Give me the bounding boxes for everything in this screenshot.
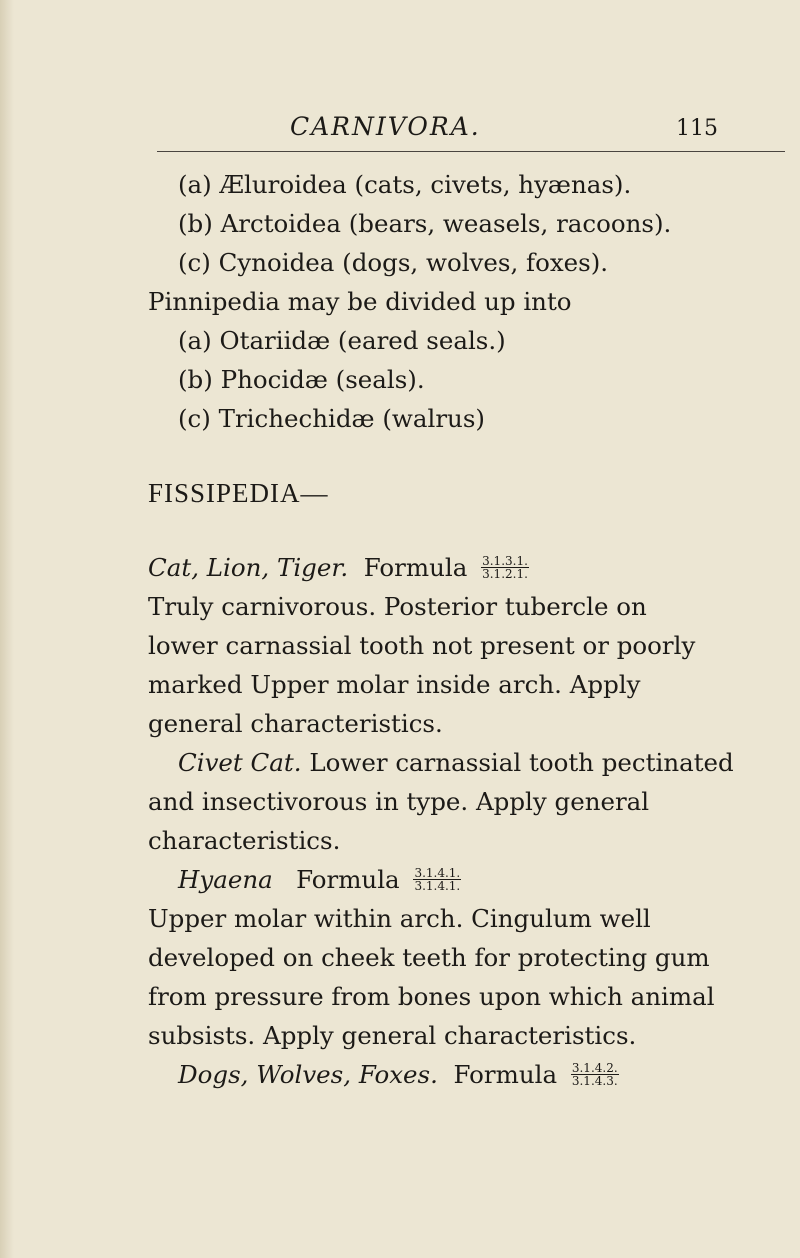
dogs-formula-lower: 3.1.4.3. (571, 1074, 618, 1088)
group-b: (b) Arctoidea (bears, weasels, racoons). (178, 209, 672, 238)
civet-line-2: and insectivorous in type. Apply general (148, 787, 650, 816)
pinnipedia-a: (a) Otariidæ (eared seals.) (178, 326, 506, 355)
page-gutter (0, 0, 14, 1258)
civet-name: Civet Cat. (178, 748, 302, 777)
dogs-names: Dogs, Wolves, Foxes. (178, 1060, 438, 1089)
hyaena-line-3: from pressure from bones upon which animal (148, 982, 715, 1011)
cat-formula-label: Formula (363, 553, 468, 582)
hyaena-name: Hyaena (178, 865, 273, 894)
page-number: 115 (676, 116, 718, 141)
hyaena-formula (413, 867, 461, 892)
cat-formula-lower: 3.1.2.1. (482, 567, 528, 581)
civet-line-1 (178, 748, 734, 778)
dogs-formula-label: Formula (453, 1060, 558, 1089)
hyaena-formula-lower: 3.1.4.1. (414, 879, 461, 893)
dogs-formula (571, 1062, 619, 1087)
group-c: (c) Cynoidea (dogs, wolves, foxes). (178, 248, 609, 277)
hyaena-entry-title (178, 865, 461, 895)
hyaena-formula-label: Formula (296, 865, 400, 894)
running-head: CARNIVORA. (290, 112, 481, 141)
cat-formula (481, 555, 529, 580)
dogs-formula-upper: 3.1.4.2. (571, 1061, 618, 1075)
pinnipedia-c: (c) Trichechidæ (walrus) (178, 404, 485, 433)
cat-line-4: general characteristics. (148, 709, 443, 738)
civet-line-3: characteristics. (148, 826, 341, 855)
cat-line-2: lower carnassial tooth not present or poorly (148, 631, 696, 660)
cat-entry-title (148, 553, 529, 583)
civet-line-1-rest: Lower carnassial tooth pectinated (309, 748, 734, 777)
cat-formula-upper: 3.1.3.1. (482, 554, 528, 568)
header-rule (157, 151, 785, 152)
pinnipedia-intro: Pinnipedia may be divided up into (148, 287, 572, 316)
section-heading: FISSIPEDIA— (148, 478, 329, 508)
hyaena-line-1: Upper molar within arch. Cingulum well (148, 904, 651, 933)
cat-line-3: marked Upper molar inside arch. Apply (148, 670, 641, 699)
hyaena-line-2: developed on cheek teeth for protecting gum (148, 943, 710, 972)
page-header (0, 112, 800, 152)
group-a: (a) Æluroidea (cats, civets, hyænas). (178, 170, 632, 199)
hyaena-line-4: subsists. Apply general characteristics. (148, 1021, 637, 1050)
hyaena-formula-upper: 3.1.4.1. (414, 866, 461, 880)
dogs-entry-title (178, 1060, 619, 1090)
pinnipedia-b: (b) Phocidæ (seals). (178, 365, 425, 394)
cat-line-1: Truly carnivorous. Posterior tubercle on (148, 592, 647, 621)
cat-names: Cat, Lion, Tiger. (148, 553, 349, 582)
